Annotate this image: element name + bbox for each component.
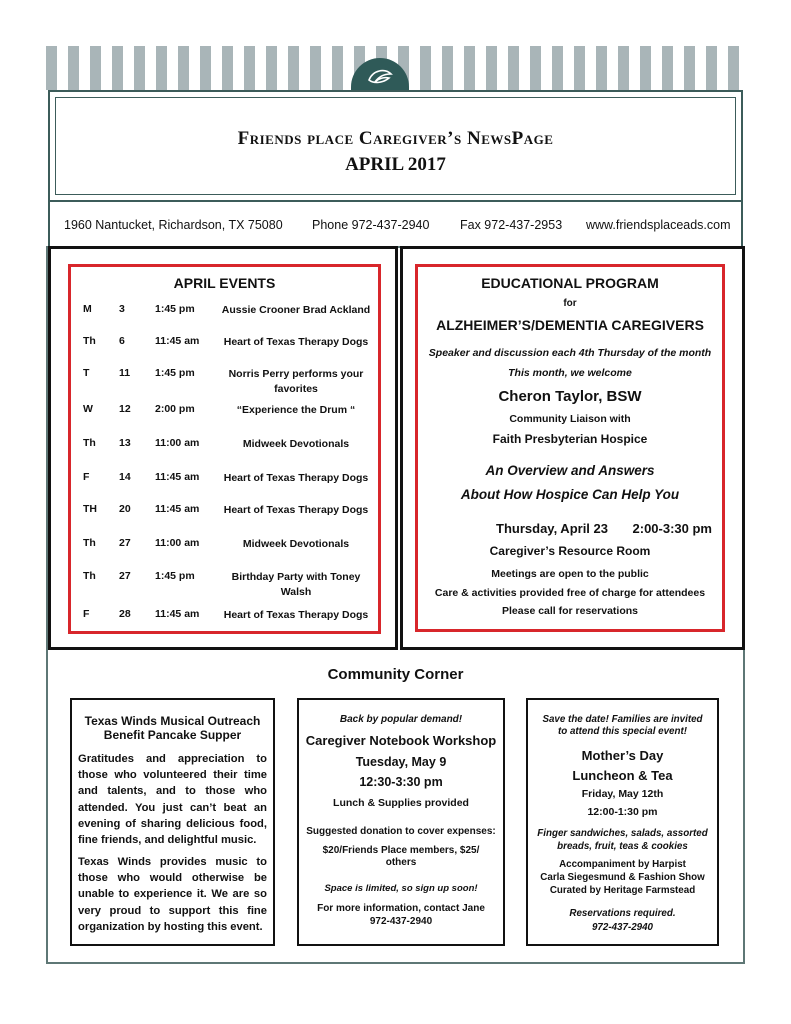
mothers-day-menu-line2: breads, fruit, teas & cookies bbox=[557, 841, 688, 852]
notebook-workshop-box bbox=[297, 698, 505, 946]
mothers-day-title: Mother’s Day bbox=[581, 748, 664, 763]
event-name: Aussie Crooner Brad Ackland bbox=[221, 304, 371, 316]
event-day: TH bbox=[83, 503, 97, 515]
edu-welcome: This month, we welcome bbox=[508, 367, 632, 379]
events-title: APRIL EVENTS bbox=[173, 275, 276, 291]
mothers-day-harpist: Accompaniment by Harpist bbox=[559, 859, 686, 870]
event-date: 3 bbox=[119, 303, 125, 315]
event-time: 11:00 am bbox=[155, 537, 200, 549]
phone: Phone 972-437-2940 bbox=[312, 218, 430, 232]
event-date: 13 bbox=[119, 437, 131, 449]
event-name: Norris Perry performs your favorites bbox=[228, 368, 364, 395]
event-time: 1:45 pm bbox=[155, 570, 195, 582]
texas-winds-title: Texas Winds Musical Outreach bbox=[84, 714, 261, 728]
edu-note-reservations: Please call for reservations bbox=[502, 605, 638, 617]
mothers-day-time: 12:00-1:30 pm bbox=[587, 806, 658, 818]
mothers-day-fashion-show: Carla Siegesmund & Fashion Show bbox=[540, 872, 705, 883]
workshop-price-line2: others bbox=[385, 857, 417, 868]
address: 1960 Nantucket, Richardson, TX 75080 bbox=[64, 218, 283, 232]
event-day: Th bbox=[83, 335, 96, 347]
event-date: 27 bbox=[119, 570, 131, 582]
edu-date: Thursday, April 23 bbox=[496, 521, 608, 536]
masthead bbox=[48, 90, 743, 202]
texas-winds-box bbox=[70, 698, 275, 946]
event-time: 11:45 am bbox=[155, 471, 200, 483]
texas-winds-paragraph1: Gratitudes and appreciation to those who volunteered their time and talents, and to those who attended. You just can’t beat an evening of sharing delicious food, fine friends, and delightful music. bbox=[78, 753, 267, 847]
edu-org: Faith Presbyterian Hospice bbox=[492, 432, 648, 446]
event-name: Heart of Texas Therapy Dogs bbox=[223, 472, 369, 484]
edu-topic-line1: An Overview and Answers bbox=[485, 463, 655, 478]
event-day: Th bbox=[83, 537, 96, 549]
event-date: 12 bbox=[119, 403, 131, 415]
workshop-title: Caregiver Notebook Workshop bbox=[305, 733, 497, 748]
edu-note-care: Care & activities provided free of charge for attendees bbox=[434, 587, 706, 599]
event-day: Th bbox=[83, 437, 96, 449]
event-name: “Experience the Drum “ bbox=[236, 404, 356, 416]
mothers-day-intro-line1: Save the date! Families are invited bbox=[542, 714, 703, 725]
event-date: 6 bbox=[119, 335, 125, 347]
mothers-day-subtitle: Luncheon & Tea bbox=[572, 768, 673, 783]
workshop-provided: Lunch & Supplies provided bbox=[333, 797, 469, 809]
newsletter-date: APRIL 2017 bbox=[345, 154, 446, 175]
workshop-time: 12:30-3:30 pm bbox=[359, 775, 443, 789]
edu-schedule: Speaker and discussion each 4th Thursday of the month bbox=[428, 347, 712, 359]
mothers-day-curated: Curated by Heritage Farmstead bbox=[549, 885, 696, 896]
mothers-day-reservations: Reservations required. bbox=[569, 908, 676, 919]
educational-program bbox=[415, 264, 725, 632]
workshop-date: Tuesday, May 9 bbox=[355, 755, 447, 769]
edu-topic-line2: About How Hospice Can Help You bbox=[460, 487, 680, 502]
workshop-price-line1: $20/Friends Place members, $25/ bbox=[322, 845, 480, 856]
event-name: Birthday Party with Toney Walsh bbox=[231, 571, 361, 598]
edu-audience: ALZHEIMER’S/DEMENTIA CAREGIVERS bbox=[436, 317, 704, 333]
event-name: Heart of Texas Therapy Dogs bbox=[223, 609, 369, 621]
event-time: 11:45 am bbox=[155, 335, 200, 347]
workshop-contact: For more information, contact Jane bbox=[317, 903, 485, 914]
event-name: Heart of Texas Therapy Dogs bbox=[223, 336, 369, 348]
mothers-day-box bbox=[526, 698, 719, 946]
workshop-intro: Back by popular demand! bbox=[339, 714, 463, 725]
newsletter-title: Friends place Caregiver’s NewsPage bbox=[237, 128, 554, 149]
event-day: Th bbox=[83, 570, 96, 582]
website-link[interactable]: www.friendsplaceads.com bbox=[586, 218, 731, 232]
mothers-day-date: Friday, May 12th bbox=[581, 788, 664, 800]
event-day: F bbox=[83, 471, 90, 483]
fax: Fax 972-437-2953 bbox=[460, 218, 563, 232]
mothers-day-menu-line1: Finger sandwiches, salads, assorted bbox=[537, 828, 708, 839]
edu-time: 2:00-3:30 pm bbox=[632, 521, 712, 536]
event-day: F bbox=[83, 608, 90, 620]
event-name: Heart of Texas Therapy Dogs bbox=[223, 504, 369, 516]
event-date: 27 bbox=[119, 537, 131, 549]
event-time: 1:45 pm bbox=[155, 303, 195, 315]
event-date: 20 bbox=[119, 503, 131, 515]
edu-location: Caregiver’s Resource Room bbox=[489, 544, 651, 558]
event-day: M bbox=[83, 303, 92, 315]
edu-speaker: Cheron Taylor, BSW bbox=[498, 388, 642, 405]
edu-note-public: Meetings are open to the public bbox=[491, 568, 649, 580]
event-time: 11:45 am bbox=[155, 503, 200, 515]
mothers-day-intro-line2: to attend this special event! bbox=[557, 726, 688, 737]
event-time: 2:00 pm bbox=[155, 403, 195, 415]
event-day: T bbox=[83, 367, 90, 379]
community-corner-title: Community Corner bbox=[327, 666, 464, 683]
texas-winds-subtitle: Benefit Pancake Supper bbox=[103, 728, 242, 742]
texas-winds-paragraph2: Texas Winds provides music to those who would otherwise be unable to experience it. We are so very proud to support this fine organization by hosting this event. bbox=[78, 856, 267, 933]
event-date: 14 bbox=[119, 471, 131, 483]
contact-bar bbox=[48, 202, 743, 248]
event-name: Midweek Devotionals bbox=[242, 538, 350, 550]
mothers-day-phone: 972-437-2940 bbox=[591, 922, 653, 933]
edu-heading: EDUCATIONAL PROGRAM bbox=[481, 275, 659, 291]
edu-for: for bbox=[563, 298, 577, 309]
workshop-donation: Suggested donation to cover expenses: bbox=[306, 826, 496, 837]
event-name: Midweek Devotionals bbox=[242, 438, 350, 450]
workshop-limited: Space is limited, so sign up soon! bbox=[324, 883, 478, 894]
edu-role: Community Liaison with bbox=[509, 413, 631, 425]
april-events bbox=[68, 264, 381, 634]
event-date: 28 bbox=[119, 608, 131, 620]
event-time: 1:45 pm bbox=[155, 367, 195, 379]
event-day: W bbox=[83, 403, 93, 415]
event-date: 11 bbox=[119, 367, 131, 379]
event-time: 11:00 am bbox=[155, 437, 200, 449]
workshop-phone: 972-437-2940 bbox=[369, 916, 433, 927]
event-time: 11:45 am bbox=[155, 608, 200, 620]
